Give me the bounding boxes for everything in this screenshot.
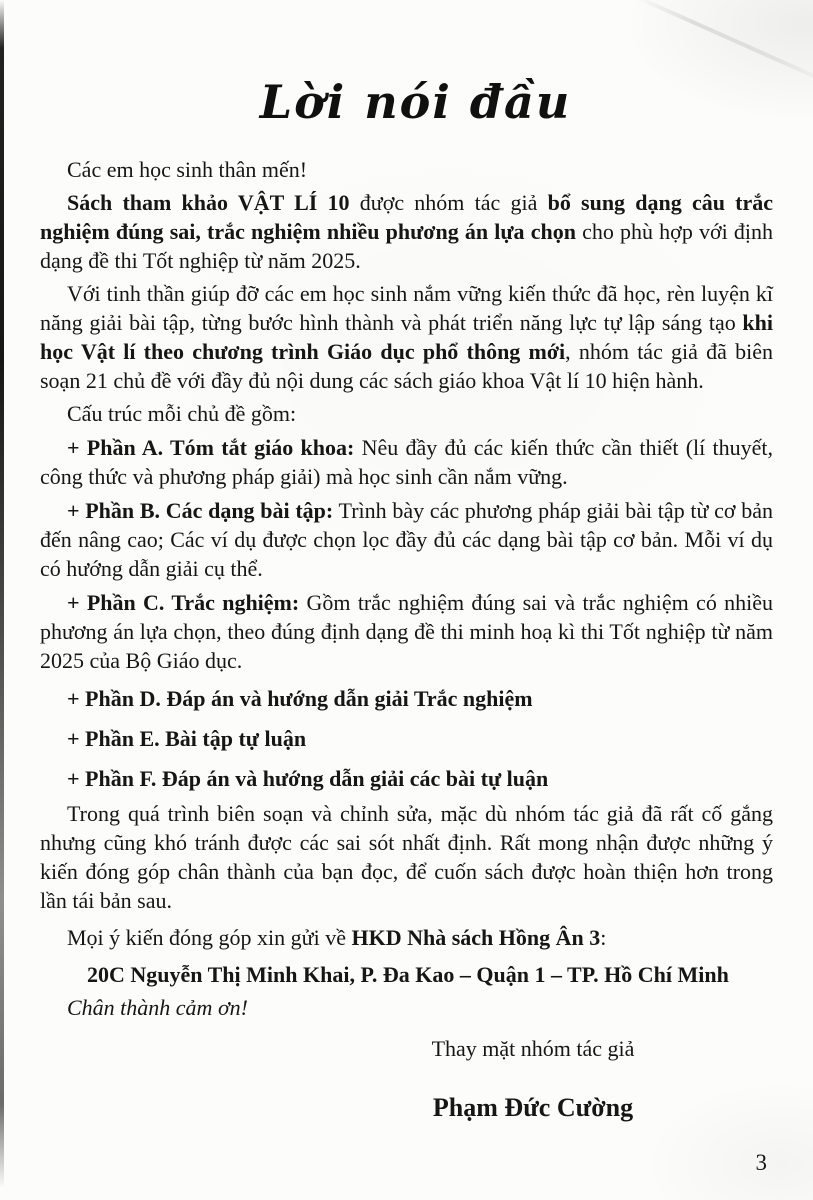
closing-paragraph: Trong quá trình biên soạn và chỉnh sửa, mặc dù nhóm tác giả đã rất cố gắng nhưng cũng khó tránh được các sai sót nhất định. Rất mong nhận được những ý kiến đóng góp chân thành của bạn đọc, để cuốn sách được hoàn thiện hơn trong lần tái bản sau. bbox=[40, 801, 773, 913]
part-b-desc: Trình bày các phương pháp giải bài tập từ cơ bản đến nâng cao; Các ví dụ được chọn lọc đầy đủ các dạng bài tập cơ bản. Mỗi ví dụ có hướng dẫn giải cụ thể. bbox=[40, 498, 774, 581]
greeting-line: Các em học sinh thân mến! bbox=[67, 157, 308, 182]
part-b-label: + Phần B. Các dạng bài tập: bbox=[67, 498, 334, 523]
signature-block bbox=[353, 1034, 713, 1125]
store-address-line: 20C Nguyễn Thị Minh Khai, P. Đa Kao – Quận 1 – TP. Hồ Chí Minh bbox=[87, 962, 729, 987]
intro-bold-features: bổ sung dạng câu trắc nghiệm đúng sai, trắc nghiệm nhiều phương án lựa chọn bbox=[40, 190, 774, 244]
part-a-label: + Phần A. Tóm tắt giáo khoa: bbox=[67, 435, 355, 460]
page-number: 3 bbox=[755, 1150, 767, 1175]
intro-paragraph bbox=[40, 188, 773, 275]
preface-content bbox=[40, 0, 773, 1125]
preface-title: Lời nói đầu bbox=[259, 75, 572, 129]
part-e-line: + Phần E. Bài tập tự luận bbox=[67, 726, 307, 751]
intro-regular-1: được nhóm tác giả bbox=[359, 190, 548, 215]
signature-role: Thay mặt nhóm tác giả bbox=[431, 1036, 635, 1061]
part-a-desc: Nêu đầy đủ các kiến thức cần thiết (lí thuyết, công thức và phương pháp giải) mà học sinh cần nắm vững. bbox=[40, 435, 773, 489]
contact-regular-1: Mọi ý kiến đóng góp xin gửi về bbox=[67, 925, 352, 950]
part-a-paragraph bbox=[40, 433, 773, 491]
thanks-line: Chân thành cảm ơn! bbox=[67, 995, 249, 1020]
structure-intro-line: Cấu trúc mỗi chủ đề gồm: bbox=[67, 401, 297, 426]
intro-regular-2: cho phù hợp với định dạng đề thi Tốt nghiệp từ năm 2025. bbox=[40, 219, 773, 273]
spirit-paragraph bbox=[40, 279, 773, 395]
spirit-regular-2: , nhóm tác giả đã biên soạn 21 chủ đề với đầy đủ nội dung các sách giáo khoa Vật lí 10 hiện hành. bbox=[40, 339, 773, 393]
signature-author-name: Phạm Đức Cường bbox=[432, 1093, 634, 1122]
part-f-line: + Phần F. Đáp án và hướng dẫn giải các bài tự luận bbox=[67, 766, 549, 791]
spirit-bold-program: khi học Vật lí theo chương trình Giáo dục phổ thông mới bbox=[40, 310, 773, 364]
intro-bold-book-name: Sách tham khảo VẬT LÍ 10 bbox=[67, 190, 360, 215]
scan-edge-artifact bbox=[0, 0, 4, 1200]
part-d-line: + Phần D. Đáp án và hướng dẫn giải Trắc nghiệm bbox=[67, 686, 533, 711]
contact-line bbox=[40, 923, 773, 952]
spirit-regular-1: Với tinh thần giúp đỡ các em học sinh nắm vững kiến thức đã học, rèn luyện kĩ năng giải bài tập, từng bước hình thành và phát triển năng lực tự lập sáng tạo bbox=[40, 281, 773, 335]
contact-regular-2: : bbox=[600, 925, 607, 950]
contact-bold-store: HKD Nhà sách Hồng Ân 3 bbox=[351, 925, 601, 950]
part-b-paragraph bbox=[40, 496, 773, 583]
part-c-desc: Gồm trắc nghiệm đúng sai và trắc nghiệm có nhiều phương án lựa chọn, theo đúng định dạng đề thi minh hoạ kì thi Tốt nghiệp từ năm 2025 của Bộ Giáo dục. bbox=[40, 590, 773, 673]
part-c-paragraph bbox=[40, 588, 773, 675]
part-c-label: + Phần C. Trắc nghiệm: bbox=[67, 590, 300, 615]
